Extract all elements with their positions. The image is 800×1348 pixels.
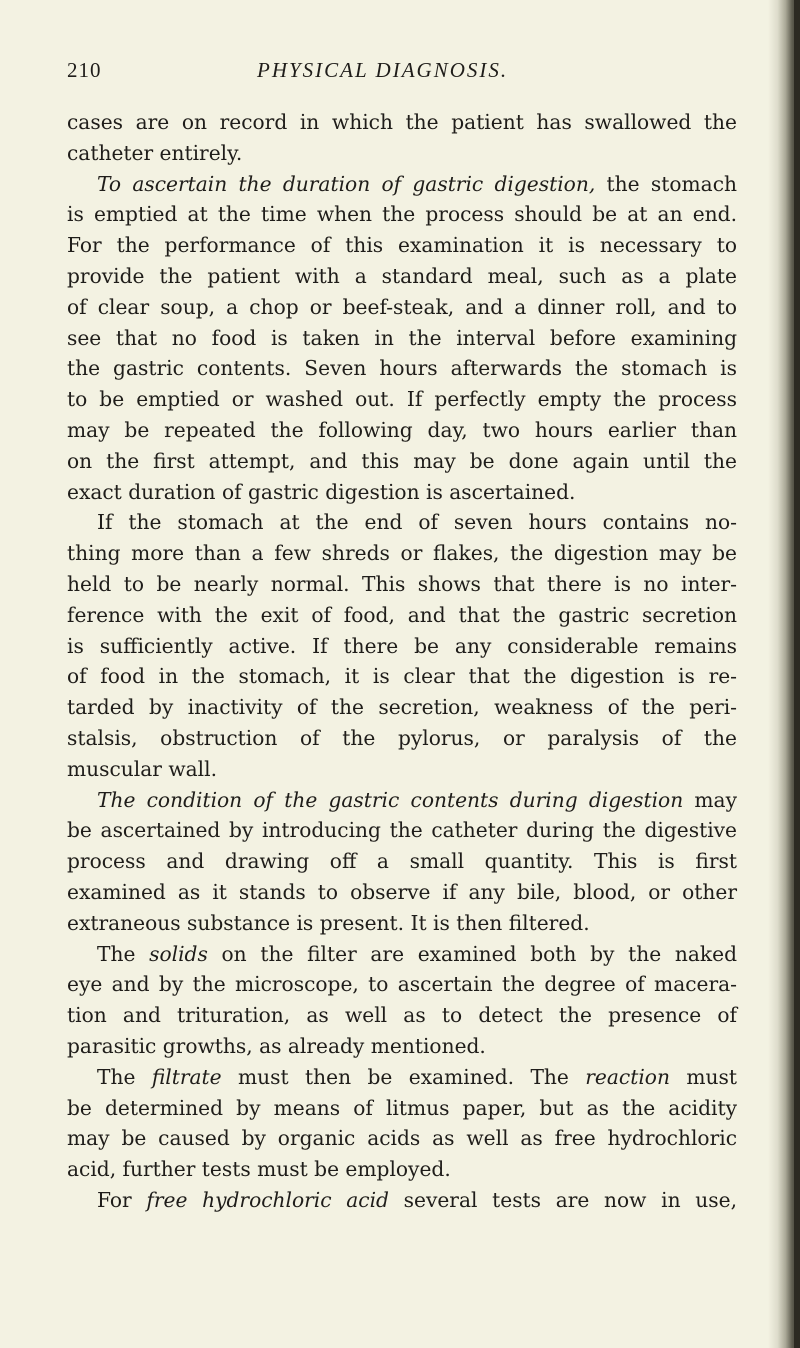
italic-term: solids xyxy=(149,941,208,966)
text-line: exact duration of gastric digestion is ascertained. xyxy=(67,479,576,504)
book-spine-edge xyxy=(794,0,800,1348)
text-line: parasitic growths, as already mentioned. xyxy=(67,1033,486,1058)
text-line: To ascertain the duration of gastric digestion, the stomach xyxy=(97,171,737,196)
text-line: stalsis, obstruction of the pylorus, or paralysis of the xyxy=(67,725,737,750)
text-line: tarded by inactivity of the secretion, weakness of the peri- xyxy=(67,695,737,720)
text-line: the gastric contents. Seven hours afterwards the stomach is xyxy=(67,356,737,381)
text-line: held to be nearly normal. This shows that there is no inter- xyxy=(67,571,737,596)
text-line: catheter entirely. xyxy=(67,140,243,165)
text-line: The condition of the gastric contents during digestion may xyxy=(97,787,737,812)
text-line: If the stomach at the end of seven hours contains no- xyxy=(97,510,737,535)
page-header xyxy=(67,58,727,88)
text-line: thing more than a few shreds or flakes, the digestion may be xyxy=(67,541,737,566)
text-line: is emptied at the time when the process should be at an end. xyxy=(67,202,737,227)
text-line: For the performance of this examination it is necessary to xyxy=(67,233,737,258)
italic-heading: The condition of the gastric contents during digestion xyxy=(97,787,684,812)
text-line: provide the patient with a standard meal, such as a plate xyxy=(67,263,737,288)
text-line: process and drawing off a small quantity. This is first xyxy=(67,849,737,874)
text-line: extraneous substance is present. It is then filtered. xyxy=(67,910,590,935)
text-line: see that no food is taken in the interval before examining xyxy=(67,325,737,350)
text-line: cases are on record in which the patient has swallowed the xyxy=(67,110,737,134)
text-line: muscular wall. xyxy=(67,756,218,781)
text-line: be determined by means of litmus paper, but as the acidity xyxy=(67,1095,737,1120)
page-number: 210 xyxy=(67,58,102,82)
italic-term: free hydrochloric acid xyxy=(146,1187,389,1212)
text-line: to be emptied or washed out. If perfectly empty the process xyxy=(67,387,737,412)
body-text xyxy=(67,107,737,1216)
italic-term: filtrate xyxy=(151,1064,222,1089)
text-line: examined as it stands to observe if any bile, blood, or other xyxy=(67,879,737,904)
italic-term: reaction xyxy=(585,1064,670,1089)
text-line: be ascertained by introducing the catheter during the digestive xyxy=(67,818,737,843)
text-line: may be caused by organic acids as well as free hydrochloric xyxy=(67,1126,737,1151)
text-line: ference with the exit of food, and that the gastric secretion xyxy=(67,602,737,627)
text-line: of clear soup, a chop or beef-steak, and a dinner roll, and to xyxy=(67,294,737,319)
text-line: eye and by the microscope, to ascertain the degree of macera- xyxy=(67,972,737,997)
text-line: The filtrate must then be examined. The reaction must xyxy=(97,1064,737,1089)
text-line: of food in the stomach, it is clear that the digestion is re- xyxy=(67,664,737,689)
italic-heading: To ascertain the duration of gastric digestion, xyxy=(97,171,596,196)
running-title: PHYSICAL DIAGNOSIS. xyxy=(257,58,509,82)
text-line: The solids on the filter are examined both by the naked xyxy=(97,941,737,966)
text-line: on the first attempt, and this may be done again until the xyxy=(67,448,737,473)
text-line: tion and trituration, as well as to detect the presence of xyxy=(67,1003,737,1028)
text-line: acid, further tests must be employed. xyxy=(67,1157,451,1182)
text-line: is sufficiently active. If there be any considerable remains xyxy=(67,633,737,658)
text-line: For free hydrochloric acid several tests are now in use, xyxy=(97,1187,737,1212)
text-line: may be repeated the following day, two hours earlier than xyxy=(67,417,737,442)
